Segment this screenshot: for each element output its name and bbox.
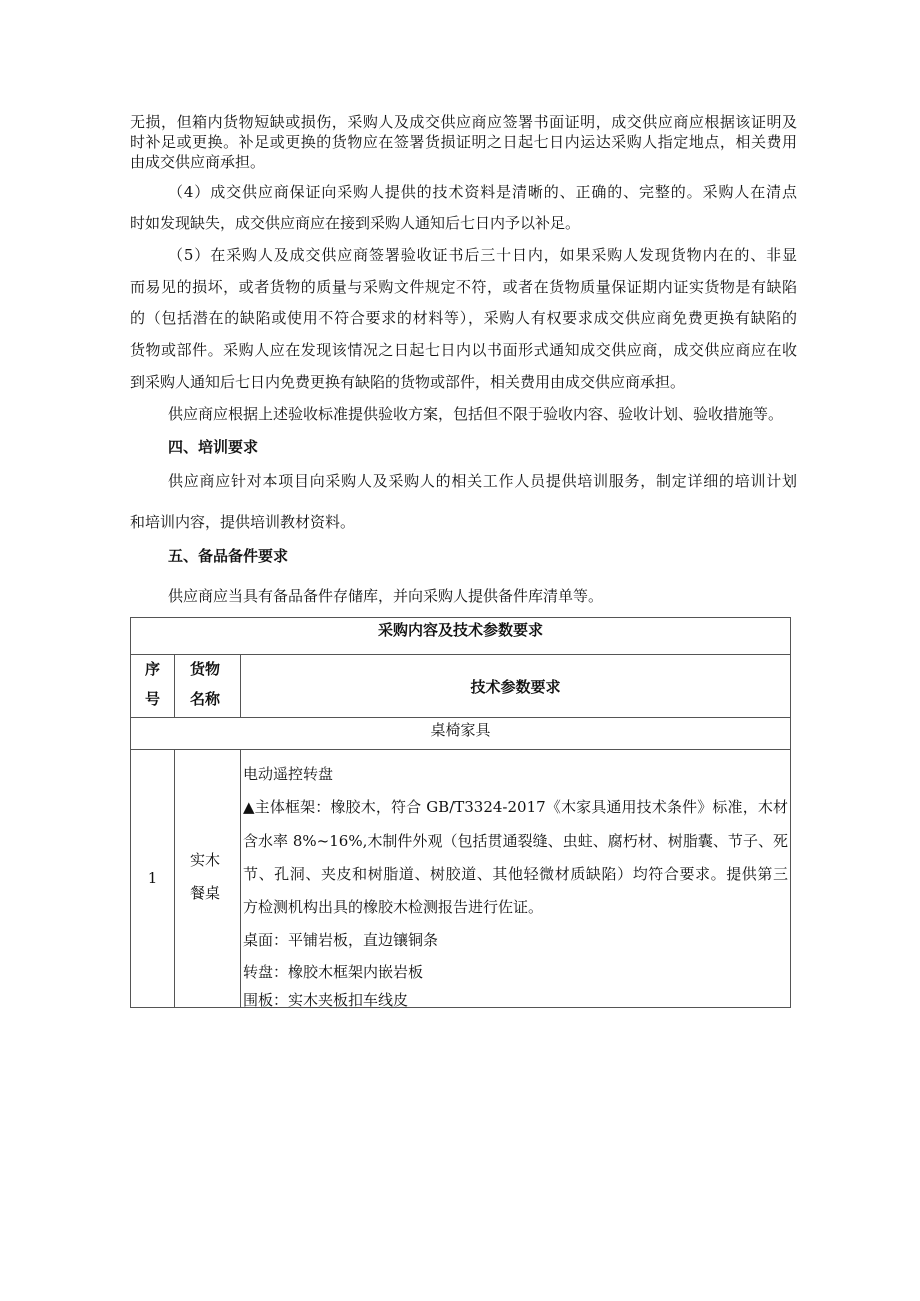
paragraph-line: 而易见的损坏，或者货物的质量与采购文件规定不符，或者在货物质量保证期内证实货物是有缺陷 <box>130 278 797 296</box>
header-no <box>130 654 175 718</box>
paragraph-line: （5）在采购人及成交供应商签署验收证书后三十日内，如果采购人发现货物内在的、非显 <box>168 246 797 264</box>
row-name: 餐桌 <box>190 884 221 902</box>
row-no: 1 <box>147 869 158 887</box>
paragraph-line: 时如发现缺失，成交供应商应在接到采购人通知后七日内予以补足。 <box>130 214 581 232</box>
header-text: 号 <box>145 690 161 708</box>
paragraph-line: 供应商应根据上述验收标准提供验收方案，包括但不限于验收内容、验收计划、验收措施等。 <box>168 405 784 423</box>
category-row <box>130 717 791 750</box>
paragraph-line: 到采购人通知后七日内免费更换有缺陷的货物或部件，相关费用由成交供应商承担。 <box>130 373 686 391</box>
paragraph-line: （4）成交供应商保证向采购人提供的技术资料是清晰的、正确的、完整的。采购人在清点 <box>168 183 797 201</box>
row-no-cell <box>130 749 175 1008</box>
category-label: 桌椅家具 <box>430 721 491 739</box>
spec-line: 转盘：橡胶木框架内嵌岩板 <box>243 963 424 981</box>
spec-line: 围板：实木夹板扣车线皮 <box>243 991 409 1009</box>
paragraph-line: 货物或部件。采购人应在发现该情况之日起七日内以书面形式通知成交供应商，成交供应商应在收 <box>130 341 797 359</box>
paragraph-line: 由成交供应商承担。 <box>130 153 266 171</box>
header-text: 技术参数要求 <box>470 678 561 696</box>
row-spec-cell <box>240 749 791 1008</box>
header-text: 货物 <box>190 660 221 678</box>
paragraph-line: 供应商应当具有备品备件存储库，并向采购人提供备件库清单等。 <box>168 587 604 605</box>
paragraph-line: 和培训内容，提供培训教材资料。 <box>130 513 356 531</box>
paragraph-line: 的（包括潜在的缺陷或使用不符合要求的材料等），采购人有权要求成交供应商免费更换有缺陷的 <box>130 309 797 327</box>
table-title: 采购内容及技术参数要求 <box>377 621 543 639</box>
row-name: 实木 <box>190 851 221 869</box>
paragraph-line: 供应商应针对本项目向采购人及采购人的相关工作人员提供培训服务，制定详细的培训计划 <box>168 472 797 490</box>
paragraph-line: 时补足或更换。补足或更换的货物应在签署货损证明之日起七日内运达采购人指定地点，相关费用 <box>130 133 797 151</box>
paragraph-line: 无损，但箱内货物短缺或损伤，采购人及成交供应商应签署书面证明，成交供应商应根据该证明及 <box>130 113 797 131</box>
header-name <box>174 654 241 718</box>
spec-line: 电动遥控转盘 <box>243 765 334 783</box>
header-text: 序 <box>145 660 161 678</box>
section-heading-training: 四、培训要求 <box>168 438 259 456</box>
spec-line: 节、孔洞、夹皮和树脂道、树胶道、其他轻微材质缺陷）均符合要求。提供第三 <box>243 865 788 883</box>
spec-line: 含水率 8%~16%,木制件外观（包括贯通裂缝、虫蛀、腐朽材、树脂囊、节子、死 <box>243 832 788 850</box>
table-title-cell <box>130 617 791 655</box>
spec-line: ▲主体框架：橡胶木，符合 GB/T3324-2017《木家具通用技术条件》标准，木材 <box>243 798 788 816</box>
header-text: 名称 <box>190 690 221 708</box>
header-spec <box>240 654 791 718</box>
spec-line: 桌面：平铺岩板，直边镶铜条 <box>243 931 439 949</box>
row-name-cell <box>174 749 241 1008</box>
spec-line: 方检测机构出具的橡胶木检测报告进行佐证。 <box>243 898 544 916</box>
section-heading-spares: 五、备品备件要求 <box>168 547 289 565</box>
